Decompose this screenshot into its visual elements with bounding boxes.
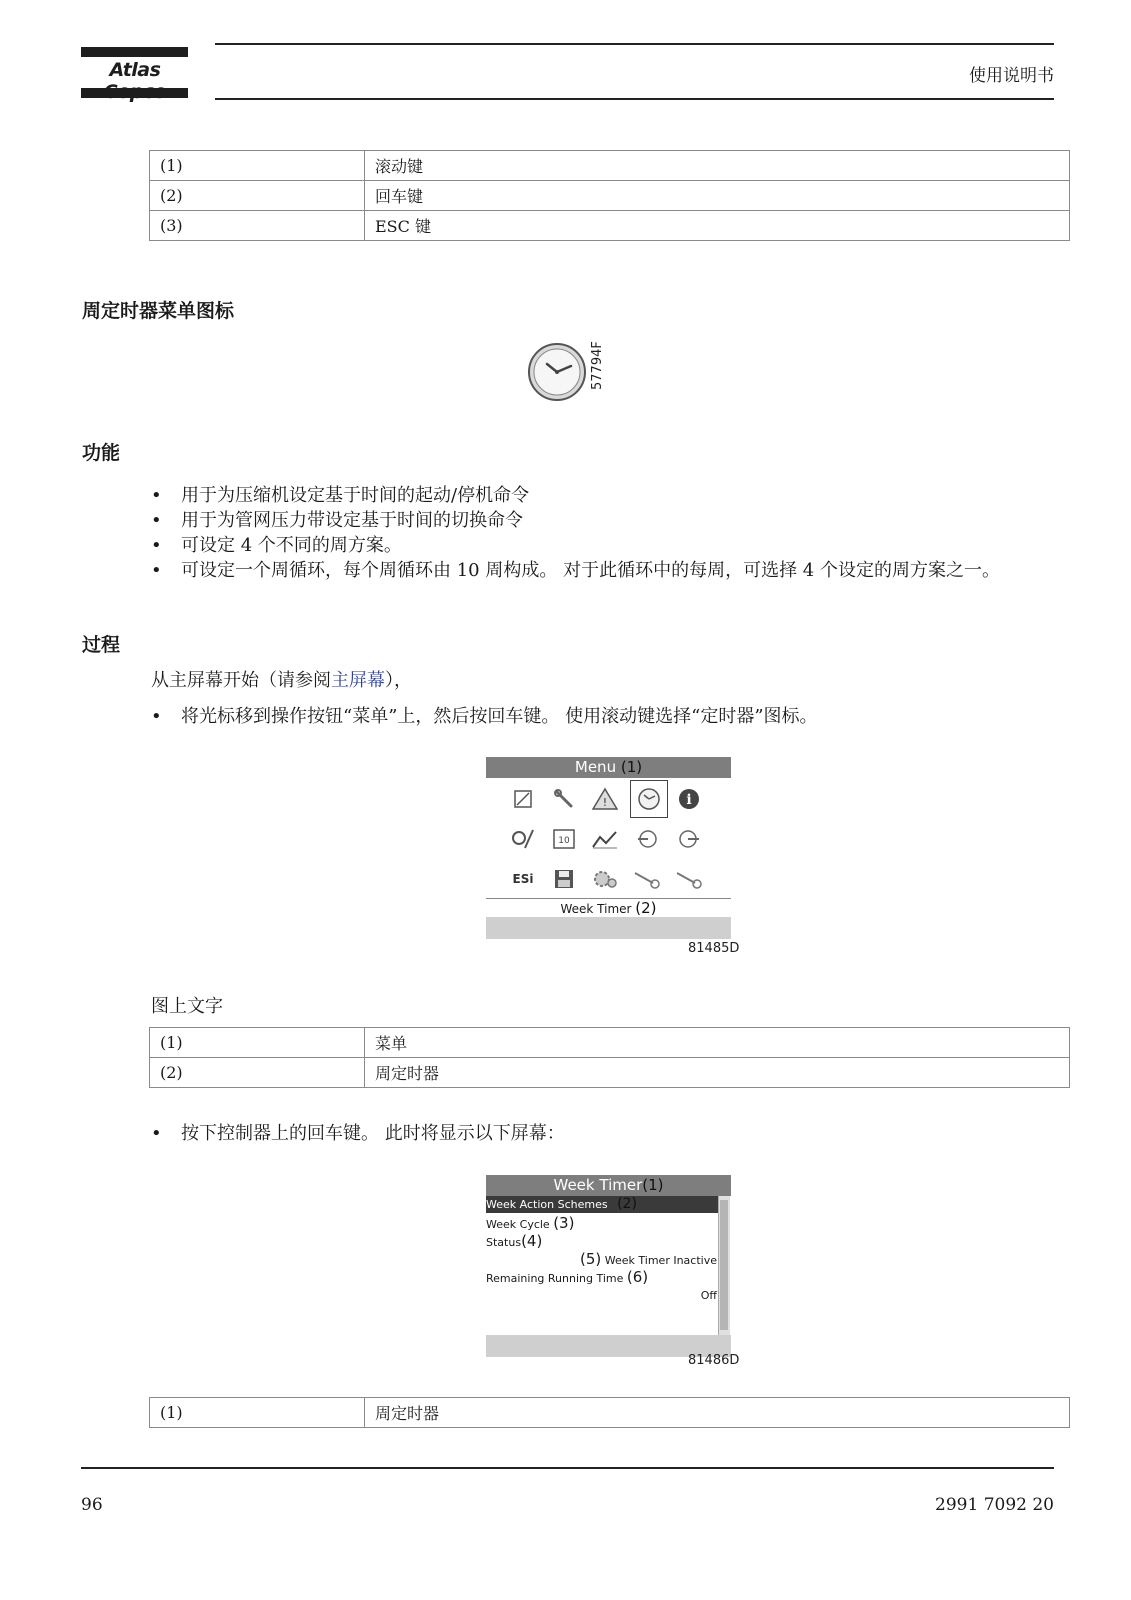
table-row: (1) 滚动键 — [150, 151, 1070, 181]
image-reference: 57794F — [590, 341, 605, 390]
list-item: • 可设定一个周循环，每个周循环由 10 周构成。 对于此循环中的每周，可选择 4 个设定的周方案之一。 — [151, 560, 1000, 581]
menu-legend-table — [149, 1027, 1070, 1088]
section-heading-procedure: 过程 — [82, 634, 121, 656]
section-heading-function: 功能 — [82, 442, 121, 464]
chart-icon[interactable] — [508, 784, 538, 814]
selected-menu-item[interactable] — [630, 780, 668, 818]
table-row: (1) 菜单 — [150, 1028, 1070, 1058]
page-number: 96 — [81, 1495, 103, 1515]
output-icon[interactable] — [674, 824, 704, 854]
logo-bar-bottom — [81, 88, 188, 98]
header-rule-bottom — [215, 98, 1054, 100]
network-icon[interactable] — [674, 864, 704, 894]
status-row: Status(4) — [486, 1232, 543, 1250]
wrench-icon[interactable] — [549, 784, 579, 814]
esi-icon[interactable]: ESi — [512, 872, 534, 886]
table-row: (3) ESC 键 — [150, 211, 1070, 241]
document-title: 使用说明书 — [969, 66, 1054, 86]
table-row: (1) 周定时器 — [150, 1398, 1070, 1428]
remaining-running-time-value: Off — [700, 1289, 717, 1302]
menu-screen-caption: Week Timer (2) — [560, 899, 657, 917]
status-bar — [486, 917, 731, 939]
network-icon[interactable] — [632, 864, 662, 894]
menu-screen-title: Menu (1) — [486, 757, 731, 778]
procedure-intro: 从主屏幕开始（请参阅主屏幕）， — [151, 670, 412, 691]
list-item: • 按下控制器上的回车键。 此时将显示以下屏幕： — [151, 1123, 565, 1144]
table-row: (2) 周定时器 — [150, 1058, 1070, 1088]
image-reference: 81486D — [688, 1353, 740, 1368]
save-icon[interactable] — [549, 864, 579, 894]
list-item: • 用于为管网压力带设定基于时间的切换命令 — [151, 510, 523, 531]
settings-icon[interactable] — [590, 864, 620, 894]
list-item: • 可设定 4 个不同的周方案。 — [151, 535, 402, 556]
week-action-schemes-row[interactable]: Week Action Schemes (2) — [486, 1196, 718, 1213]
table-row: (2) 回车键 — [150, 181, 1070, 211]
menu-screen — [486, 757, 731, 947]
week-timer-title: Week Timer(1) — [486, 1175, 731, 1196]
week-cycle-row[interactable]: Week Cycle (3) — [486, 1214, 575, 1232]
info-icon[interactable] — [674, 784, 704, 814]
clock-icon — [527, 342, 587, 402]
header-rule-top — [215, 43, 1054, 45]
main-screen-link[interactable]: 主屏幕 — [331, 670, 385, 691]
function-list — [151, 483, 1061, 583]
week-legend-table — [149, 1397, 1070, 1428]
svg-text:!: ! — [602, 796, 608, 809]
image-reference: 81485D — [688, 941, 740, 956]
scrollbar[interactable] — [718, 1196, 730, 1335]
status-value: (5) Week Timer Inactive — [580, 1250, 717, 1268]
service-icon[interactable] — [508, 824, 538, 854]
scrollbar-thumb[interactable] — [720, 1200, 728, 1330]
week-timer-screen — [486, 1175, 731, 1359]
input-icon[interactable] — [632, 824, 662, 854]
logo: Atlas — [109, 59, 161, 81]
logo-bar-top — [81, 47, 188, 57]
list-item: • 将光标移到操作按钮“菜单”上，然后按回车键。 使用滚动键选择“定时器”图标。 — [151, 706, 818, 727]
legend-label: 图上文字 — [151, 996, 223, 1017]
keys-table — [149, 150, 1070, 241]
footer-rule — [81, 1467, 1054, 1469]
procedure-step-1 — [151, 704, 1061, 729]
divider — [486, 898, 731, 899]
svg-text:10: 10 — [558, 836, 570, 846]
procedure-step-2 — [151, 1121, 1061, 1146]
list-item: • 用于为压缩机设定基于时间的起动/停机命令 — [151, 485, 530, 506]
remaining-running-time-row: Remaining Running Time (6) — [486, 1268, 649, 1286]
counter-icon[interactable] — [549, 824, 579, 854]
document-number: 2991 7092 20 — [935, 1495, 1054, 1515]
trend-icon[interactable] — [590, 824, 620, 854]
svg-text:i: i — [686, 792, 692, 808]
section-heading-icon: 周定时器菜单图标 — [82, 300, 235, 322]
warning-icon[interactable] — [590, 784, 620, 814]
